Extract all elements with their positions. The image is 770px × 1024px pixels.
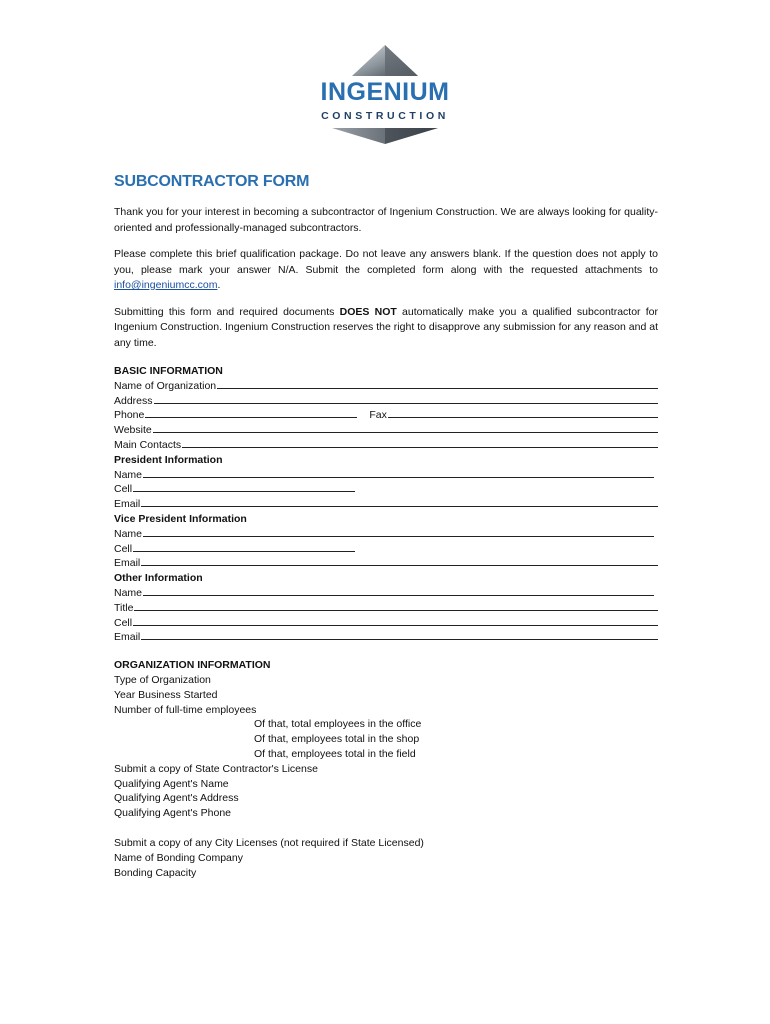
other-email-label: Email [114, 631, 141, 644]
org-name-line[interactable] [217, 379, 658, 389]
website-line[interactable] [153, 423, 658, 433]
org-name-field[interactable] [114, 379, 658, 394]
shop-employees-label: Of that, employees total in the shop [254, 733, 420, 746]
instructions-text: Please complete this brief qualification package. Do not leave any answers blank. If the question does not apply to you, please mark your answer N/A. Submit the completed form along with the requested attachments to [114, 248, 658, 276]
vp-cell-label: Cell [114, 542, 133, 555]
vice-president-heading: Vice President Information [114, 512, 247, 525]
fax-label: Fax [369, 409, 387, 422]
logo-company-name: INGENIUM [320, 78, 450, 106]
bonding-capacity-label: Bonding Capacity [114, 866, 197, 879]
employees-label: Number of full-time employees [114, 703, 257, 716]
president-email-line[interactable] [141, 497, 658, 507]
president-email-field[interactable] [114, 497, 658, 512]
other-info-heading: Other Information [114, 572, 203, 585]
other-email-line[interactable] [141, 630, 658, 640]
main-contacts-label: Main Contacts [114, 438, 182, 451]
president-name-label: Name [114, 468, 143, 481]
org-name-label: Name of Organization [114, 379, 217, 392]
instructions-end: . [217, 279, 221, 291]
other-title-line[interactable] [134, 601, 658, 611]
state-license-label: Submit a copy of State Contractor's License [114, 762, 318, 775]
address-line[interactable] [154, 394, 658, 404]
president-heading: President Information [114, 453, 223, 466]
phone-line[interactable] [145, 408, 357, 418]
website-field[interactable] [114, 423, 658, 438]
email-link[interactable]: info@ingeniumcc.com [114, 279, 218, 291]
other-title-label: Title [114, 601, 134, 614]
office-employees-label: Of that, total employees in the office [254, 718, 422, 731]
form-content [114, 170, 658, 880]
year-started-label: Year Business Started [114, 688, 218, 701]
vp-email-field[interactable] [114, 556, 658, 571]
fax-line[interactable] [388, 408, 658, 418]
main-contacts-field[interactable] [114, 438, 658, 453]
instructions-paragraph [114, 247, 658, 294]
agent-address-label: Qualifying Agent's Address [114, 792, 239, 805]
logo-subtitle: CONSTRUCTION [321, 110, 449, 122]
address-field[interactable] [114, 394, 658, 409]
other-email-field[interactable] [114, 630, 658, 645]
other-name-label: Name [114, 586, 143, 599]
org-type-label: Type of Organization [114, 673, 211, 686]
basic-info-heading: BASIC INFORMATION [114, 365, 223, 377]
other-name-field[interactable] [114, 586, 658, 601]
agent-phone-label: Qualifying Agent's Phone [114, 807, 232, 820]
vp-cell-line[interactable] [133, 542, 355, 552]
president-name-field[interactable] [114, 468, 658, 483]
vp-name-label: Name [114, 527, 143, 540]
vp-email-line[interactable] [141, 556, 658, 566]
address-label: Address [114, 394, 153, 407]
other-cell-line[interactable] [133, 616, 658, 626]
president-cell-line[interactable] [133, 482, 355, 492]
vp-cell-field[interactable] [114, 542, 658, 557]
vp-email-label: Email [114, 557, 141, 570]
other-name-line[interactable] [143, 586, 654, 596]
city-license-label: Submit a copy of any City Licenses (not required if State Licensed) [114, 836, 424, 849]
phone-label: Phone [114, 409, 145, 422]
agent-name-label: Qualifying Agent's Name [114, 777, 229, 790]
other-cell-label: Cell [114, 616, 133, 629]
company-logo [300, 40, 470, 150]
main-contacts-line[interactable] [182, 438, 658, 448]
disclaimer-paragraph [114, 305, 658, 352]
president-name-line[interactable] [143, 468, 654, 478]
president-cell-field[interactable] [114, 482, 658, 497]
page-title: SUBCONTRACTOR FORM [114, 173, 310, 190]
disclaimer-text-b: automatically make you a qualified subcontractor for Ingenium Construction. Ingenium Construction reserves the right to disapprove any submission for any reason and at any time. [114, 305, 659, 349]
bonding-company-label: Name of Bonding Company [114, 851, 243, 864]
phone-fax-row [114, 408, 658, 423]
disclaimer-emphasis: DOES NOT [339, 305, 397, 318]
org-info-heading: ORGANIZATION INFORMATION [114, 659, 271, 672]
vp-name-line[interactable] [143, 527, 654, 537]
other-title-field[interactable] [114, 601, 658, 616]
field-employees-label: Of that, employees total in the field [254, 747, 416, 760]
intro-paragraph: Thank you for your interest in becoming a subcontractor of Ingenium Construction. We are always looking for quality-oriented and professionally-managed subcontractors. [114, 206, 658, 234]
website-label: Website [114, 424, 152, 437]
president-cell-label: Cell [114, 483, 133, 496]
disclaimer-text-a: Submitting this form and required documents [114, 305, 340, 318]
vp-name-field[interactable] [114, 527, 658, 542]
president-email-label: Email [114, 498, 141, 511]
other-cell-field[interactable] [114, 616, 658, 631]
